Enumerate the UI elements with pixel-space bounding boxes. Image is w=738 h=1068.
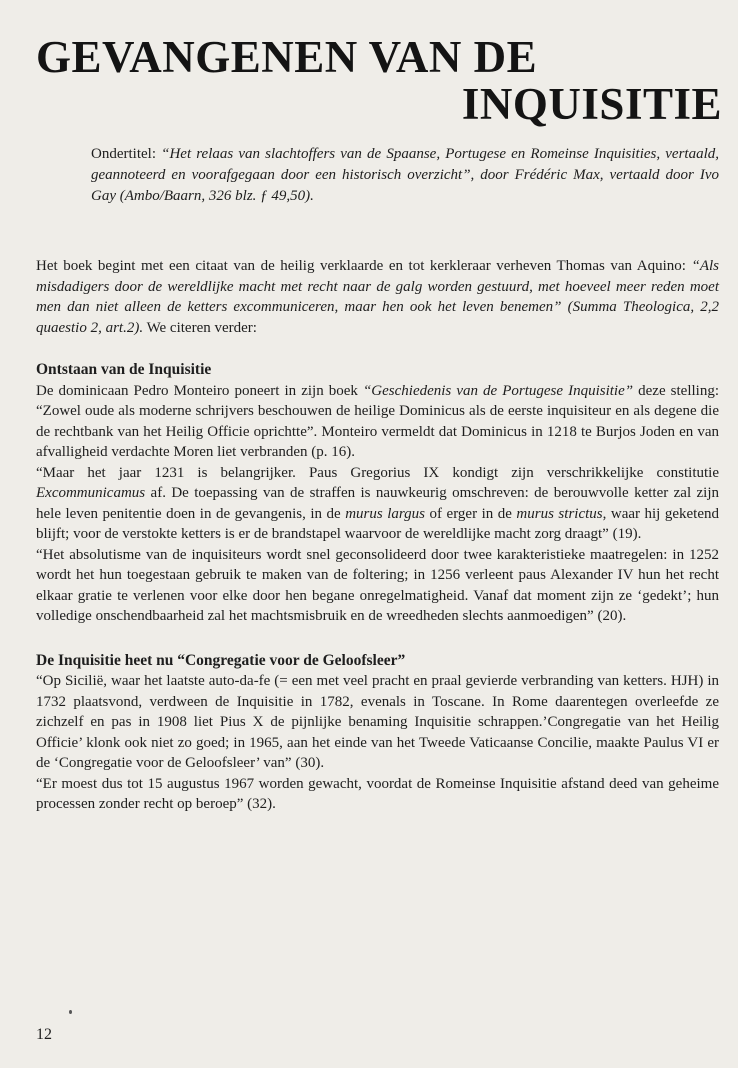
print-speck [69, 1010, 72, 1014]
text-run: deze stelling: “Zowel oude als moderne schrijvers beschouwen de heilige Dominicus als de eerste inquisiteur en als degene die de rechtbank van het Heilig Officie oprichtte”. Monteiro vermeldt dat Dominicus in 1218 te Burjos Joden en van afvalligheid verdachte Moren liet verbranden (p. 16). [36, 382, 719, 460]
section-heading-congregation: De Inquisitie heet nu “Congregatie voor de Geloofsleer” [36, 651, 406, 669]
text-run: De dominicaan Pedro Monteiro poneert in zijn boek [36, 382, 363, 399]
book-title: “Geschiedenis van de Portugese Inquisitie” [362, 382, 634, 399]
text-run: of erger in de [425, 505, 517, 522]
subtitle-label: Ondertitel: [91, 146, 162, 162]
text-run: , waar hij geketend blijft; voor de verstokte ketters is er de brandstapel waarvoor de wereldlijke macht zorg draagt” (19). [36, 505, 719, 542]
origin-paragraph-2 [36, 463, 719, 545]
subtitle [91, 144, 719, 207]
intro-quote: “Als misdadigers door de wereldlijke macht met recht naar de galg worden gestuurd, met hoeveel meer reden moet men dan niet alleen de ketters excommuniceren, maar hen ook het leven benemen” (Summa Theologica, 2,2 quaestio 2, art.2). [36, 258, 719, 336]
congregation-paragraph-1: “Op Sicilië, waar het laatste auto-da-fe (= een met veel pracht en praal gevierde verbranding van ketters. HJH) in 1732 plaatsvond, verdween de Inquisitie in 1782, evenals in Toscane. In Rome daarentegen overleefde ze zichzelf en pas in 1908 liet Pius X de pijnlijke benaming Inquisitie schrappen.’Congregatie van het Heilig Officie’ klonk ook niet zo goed; in 1965, aan het einde van het Tweede Vaticaanse Concilie, maakte Paulus VI er de ‘Congregatie voor de Geloofsleer’ van” (30). [36, 673, 719, 771]
title-line-2: INQUISITIE [461, 79, 722, 129]
title-line-1: GEVANGENEN VAN DE [36, 32, 538, 82]
article-body [36, 256, 719, 815]
text-run: “Maar het jaar 1231 is belangrijker. Paus Gregorius IX kondigt zijn verschrikkelijke constitutie [36, 464, 719, 481]
intro-paragraph [36, 256, 719, 338]
section-heading-origin: Ontstaan van de Inquisitie [36, 361, 212, 378]
text-run: af. De toepassing van de straffen is nauwkeurig omschreven: de berouwvolle ketter zal zijn hele leven penitentie doen in de gevangenis, in de [36, 485, 719, 522]
latin-term: murus largus [345, 505, 426, 522]
intro-tail: We citeren verder: [143, 319, 257, 336]
subtitle-text: “Het relaas van slachtoffers van de Spaanse, Portugese en Romeinse Inquisities, vertaald, geannoteerd en voorafgegaan door een historisch overzicht”, door Frédéric Max, vertaald door Ivo Gay (Ambo/Baarn, 326 blz. ƒ 49,50). [91, 146, 719, 204]
intro-lead: Het boek begint met een citaat van de heilig verklaarde en tot kerkleraar verheven Thomas van Aquino: [36, 258, 692, 274]
page-number: 12 [36, 1026, 52, 1043]
origin-paragraph-3: “Het absolutisme van de inquisiteurs wordt snel geconsolideerd door twee karakteristieke maatregelen: in 1252 wordt het hun toegestaan gebruik te maken van de foltering; in 1256 verleent paus Alexander IV hun het recht elkaar gratie te verlenen voor elke door hen begane onregelmatigheid. Vanaf dat moment zijn ze ‘gedekt’; hun volledige onschendbaarheid zal het machtsmisbruik en de wreedheden slechts aanmoedigen” (20). [36, 546, 719, 624]
latin-term: murus strictus [516, 505, 603, 522]
constitution-name: Excommunicamus [36, 485, 146, 501]
origin-paragraph-1 [36, 381, 719, 463]
congregation-paragraph-2: “Er moest dus tot 15 augustus 1967 worden gewacht, voordat de Romeinse Inquisitie afstand deed van geheime processen zonder recht op beroep” (32). [36, 775, 719, 812]
